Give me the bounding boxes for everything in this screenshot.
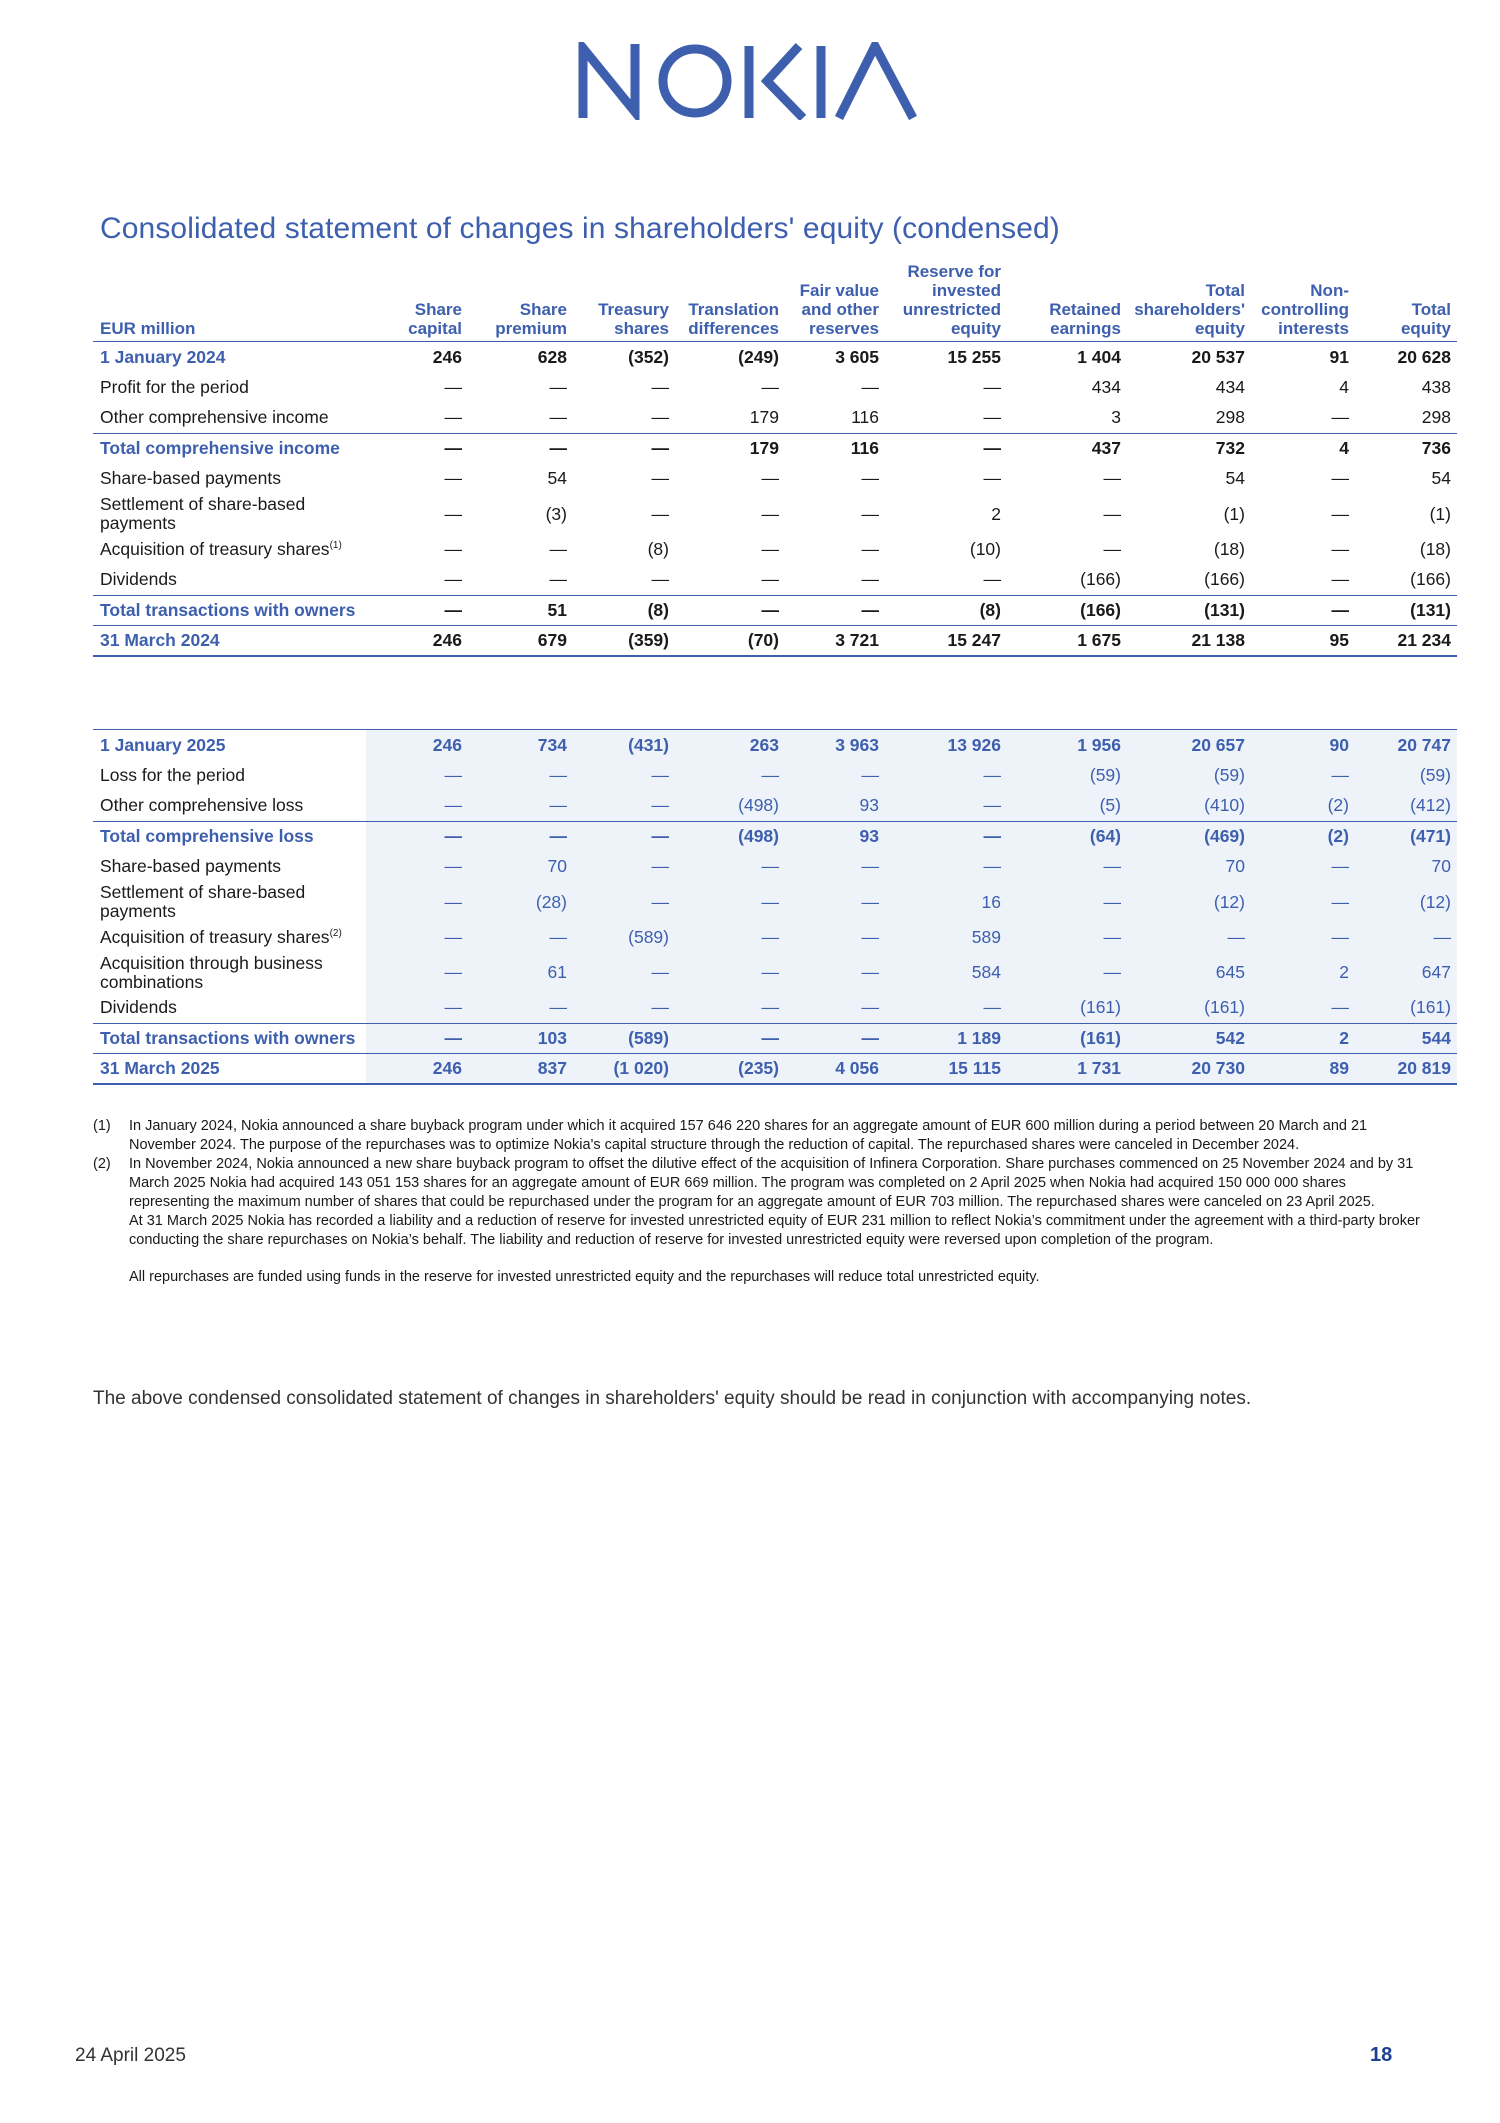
table-row <box>93 595 1457 626</box>
table-row <box>93 821 1457 852</box>
table-cell: — <box>444 503 462 524</box>
table-cell: (471) <box>1355 821 1457 852</box>
row-label: Settlement of share-based payments <box>100 494 306 533</box>
table-cell: (131) <box>1127 595 1251 626</box>
header-total-equity: Total equity <box>1400 300 1451 338</box>
table-row <box>93 882 1457 922</box>
table-cell: 4 056 <box>785 1054 885 1085</box>
table-cell: — <box>468 433 573 464</box>
table-cell: — <box>366 821 468 852</box>
table-cell: 90 <box>1251 730 1355 761</box>
table-cell: 103 <box>468 1023 573 1054</box>
row-label: Total transactions with owners <box>93 595 366 626</box>
table-cell: — <box>1251 993 1355 1024</box>
header-reserve-invested: Reserve for invested unrestricted equity <box>902 262 1001 338</box>
table-cell: — <box>366 433 468 464</box>
table-cell: 51 <box>468 595 573 626</box>
table-cell: — <box>1331 468 1349 489</box>
table-cell: 679 <box>468 626 573 657</box>
row-label: Acquisition of treasury shares$^{(2)}$ <box>100 926 342 947</box>
table-cell: — <box>761 376 779 397</box>
table-cell: (2) <box>1251 791 1355 822</box>
table-cell: 116 <box>851 407 879 427</box>
table-cell: — <box>785 882 885 922</box>
row-label: Other comprehensive income <box>100 407 329 427</box>
table-cell: (2) <box>1251 821 1355 852</box>
footnote-reference: (2) <box>329 927 342 939</box>
closing-statement: The above condensed consolidated statement of changes in shareholders' equity should be read in conjunction with accompanying notes. <box>93 1388 1252 1409</box>
header-eur-million: EUR million <box>100 319 196 338</box>
table-cell: 837 <box>468 1054 573 1085</box>
table-cell: — <box>885 993 1007 1024</box>
table-cell: 95 <box>1251 626 1355 657</box>
table-cell: 20 657 <box>1127 730 1251 761</box>
table-cell: 20 537 <box>1127 342 1251 373</box>
table-cell: (166) <box>1204 569 1245 589</box>
table-cell: — <box>1331 503 1349 524</box>
table-cell: 20 730 <box>1127 1054 1251 1085</box>
table-cell: (28) <box>468 882 573 922</box>
table-cell: — <box>549 407 567 427</box>
table-cell: (161) <box>1127 993 1251 1024</box>
table-cell: — <box>983 376 1001 397</box>
table-cell: — <box>1251 595 1355 626</box>
table-cell: — <box>651 376 669 397</box>
table-cell: 54 <box>1431 468 1451 489</box>
table-cell: — <box>366 953 468 993</box>
table-row <box>93 1023 1457 1054</box>
table-cell: — <box>675 1023 785 1054</box>
table-cell: — <box>983 407 1001 427</box>
table-cell: — <box>885 791 1007 822</box>
table-cell: 3 605 <box>785 342 885 373</box>
table-cell: 2 <box>1251 1023 1355 1054</box>
table-cell: — <box>983 468 1001 489</box>
table-row <box>93 565 1457 596</box>
table-cell: — <box>468 791 573 822</box>
table-cell: (249) <box>675 342 785 373</box>
table-cell: — <box>675 953 785 993</box>
table-row <box>93 852 1457 883</box>
table-cell: (161) <box>1355 993 1457 1024</box>
header-translation-differences: Translation differences <box>688 300 779 338</box>
table-cell: 437 <box>1007 433 1127 464</box>
table-cell: 15 115 <box>885 1054 1007 1085</box>
table-cell: (5) <box>1007 791 1127 822</box>
table-cell: (166) <box>1410 569 1451 589</box>
table-cell: (131) <box>1355 595 1457 626</box>
table-cell: 298 <box>1421 407 1451 427</box>
table-cell: 1 404 <box>1007 342 1127 373</box>
table-cell: 179 <box>675 433 785 464</box>
table-row <box>93 953 1457 993</box>
row-label: Dividends <box>100 997 177 1017</box>
header-total-shareholders-equity: Total shareholders' equity <box>1134 281 1245 338</box>
footnote-marker: (2) <box>93 1156 111 1172</box>
table-cell: — <box>861 538 879 559</box>
table-cell: — <box>573 882 675 922</box>
table-cell: (469) <box>1127 821 1251 852</box>
table-cell: (12) <box>1355 882 1457 922</box>
table-cell: — <box>366 760 468 791</box>
row-label: Share-based payments <box>100 856 281 877</box>
table-cell: 3 963 <box>785 730 885 761</box>
table-cell: (70) <box>675 626 785 657</box>
table-row <box>93 534 1457 565</box>
table-cell: — <box>468 993 573 1024</box>
footnote-text: In November 2024, Nokia announced a new share buyback program to offset the dilutive effect of the acquisition of Infinera Corporation. Share purchases commenced on 25 November 2024 and by 31 March 2025 Nokia had acquired 143 051 153 shares for an aggregate amount of EUR 669 million. The program was completed on 2 April 2025 when Nokia had acquired 150 000 000 shares representing the maximum number of shares that could be repurchased under the program for an aggregate amount of EUR 703 million. The repurchased shares were canceled on 23 April 2025. <box>129 1156 1414 1210</box>
table-cell: — <box>573 760 675 791</box>
table-cell: — <box>861 503 879 524</box>
header-non-controlling: Non-controlling interests <box>1261 281 1349 338</box>
footnote-marker: (1) <box>93 1118 111 1134</box>
header-share-capital: Share capital <box>408 300 462 338</box>
table-cell: — <box>1103 538 1121 559</box>
table-cell: — <box>761 468 779 489</box>
table-cell: 263 <box>675 730 785 761</box>
table-cell: (359) <box>573 626 675 657</box>
table-cell: — <box>1251 922 1355 953</box>
table-row <box>93 1054 1457 1085</box>
page-title: Consolidated statement of changes in shareholders' equity (condensed) <box>100 212 1060 245</box>
table-cell: — <box>549 376 567 397</box>
table-cell: — <box>785 1023 885 1054</box>
table-cell: (18) <box>1419 538 1451 559</box>
table-cell: 4 <box>1339 376 1349 397</box>
header-share-premium: Share premium <box>495 300 567 338</box>
table-cell: — <box>785 760 885 791</box>
table-cell: (1) <box>1429 503 1451 524</box>
row-label: Other comprehensive loss <box>100 795 304 815</box>
table-cell: 15 255 <box>885 342 1007 373</box>
table-cell: 246 <box>366 342 468 373</box>
table-cell: — <box>785 993 885 1024</box>
table-cell: — <box>1251 882 1355 922</box>
table-cell: — <box>861 569 879 589</box>
table-cell: — <box>675 852 785 883</box>
table-row <box>93 922 1457 953</box>
table-row <box>93 626 1457 657</box>
table-cell: (59) <box>1355 760 1457 791</box>
table-cell: 246 <box>366 730 468 761</box>
table-cell: — <box>861 468 879 489</box>
table-cell: — <box>366 791 468 822</box>
table-cell: 1 675 <box>1007 626 1127 657</box>
table-row <box>93 494 1457 534</box>
table-cell: — <box>885 760 1007 791</box>
table-cell: (352) <box>573 342 675 373</box>
table-cell: — <box>885 821 1007 852</box>
table-cell: — <box>675 595 785 626</box>
table-row <box>93 403 1457 434</box>
table-cell: — <box>675 993 785 1024</box>
table-cell: 91 <box>1251 342 1355 373</box>
table-cell: — <box>785 922 885 953</box>
row-label: Share-based payments <box>100 468 281 489</box>
footnote-text: All repurchases are funded using funds in the reserve for invested unrestricted equity and the repurchases will reduce total unrestricted equity. <box>129 1269 1040 1285</box>
table-cell: 70 <box>1355 852 1457 883</box>
table-row <box>93 372 1457 403</box>
row-label: 1 January 2025 <box>93 730 366 761</box>
row-label: Acquisition of treasury shares$^{(1)}$ <box>100 538 342 559</box>
table-row <box>93 791 1457 822</box>
table-cell: — <box>573 953 675 993</box>
table-cell: — <box>1127 922 1251 953</box>
table-cell: — <box>675 882 785 922</box>
header-treasury-shares: Treasury shares <box>598 300 669 338</box>
table-cell: 70 <box>1127 852 1251 883</box>
row-label: Total transactions with owners <box>93 1023 366 1054</box>
table-cell: — <box>573 852 675 883</box>
table-cell: — <box>366 595 468 626</box>
table-cell: 4 <box>1251 433 1355 464</box>
table-cell: — <box>761 503 779 524</box>
table-cell: — <box>549 538 567 559</box>
footer-date: 24 April 2025 <box>75 2045 186 2066</box>
table-cell: — <box>1355 922 1457 953</box>
table-cell: (589) <box>573 1023 675 1054</box>
table-cell: 89 <box>1251 1054 1355 1085</box>
row-label: Settlement of share-based payments <box>100 882 306 921</box>
table-cell: (498) <box>675 821 785 852</box>
table-cell: 20 819 <box>1355 1054 1457 1085</box>
table-cell: (166) <box>1080 569 1121 589</box>
table-cell: 16 <box>885 882 1007 922</box>
table-cell: — <box>861 376 879 397</box>
table-cell: (12) <box>1127 882 1251 922</box>
table-cell: — <box>444 538 462 559</box>
table-cell: 116 <box>785 433 885 464</box>
table-cell: — <box>366 852 468 883</box>
table-cell: (18) <box>1213 538 1245 559</box>
table-cell: 15 247 <box>885 626 1007 657</box>
table-cell: (8) <box>885 595 1007 626</box>
table-cell: — <box>761 538 779 559</box>
table-cell: — <box>651 503 669 524</box>
table-cell: 3 721 <box>785 626 885 657</box>
row-label: 31 March 2025 <box>93 1054 366 1085</box>
table-cell: — <box>1007 922 1127 953</box>
table-cell: — <box>1103 503 1121 524</box>
table-cell: (498) <box>675 791 785 822</box>
table-cell: — <box>366 882 468 922</box>
equity-table-2024 <box>93 262 1457 657</box>
table-row <box>93 464 1457 495</box>
table-cell: — <box>885 433 1007 464</box>
table-cell: (410) <box>1127 791 1251 822</box>
table-cell: 3 <box>1111 407 1121 427</box>
table-cell: 61 <box>468 953 573 993</box>
table-cell: (235) <box>675 1054 785 1085</box>
table-cell: 438 <box>1421 376 1451 397</box>
table-row <box>93 433 1457 464</box>
table-cell: — <box>444 376 462 397</box>
row-label: Profit for the period <box>100 376 249 397</box>
table-cell: (166) <box>1007 595 1127 626</box>
table-cell: (8) <box>573 595 675 626</box>
table-cell: — <box>468 760 573 791</box>
equity-table-2025 <box>93 729 1457 1085</box>
table-cell: — <box>1331 407 1349 427</box>
row-label: Total comprehensive income <box>93 433 366 464</box>
footnotes <box>93 1117 1423 1287</box>
table-header-row <box>93 262 1457 342</box>
table-cell: (8) <box>647 538 669 559</box>
table-cell: — <box>761 569 779 589</box>
table-cell: 20 628 <box>1355 342 1457 373</box>
footnote-text: At 31 March 2025 Nokia has recorded a liability and a reduction of reserve for invested unrestricted equity of EUR 231 million to reflect Nokia’s commitment under the agreement with a third-party broker conducting the share repurchases on Nokia’s behalf. The liability and reduction of reserve for invested unrestricted equity were reversed upon completion of the program. <box>129 1213 1420 1248</box>
table-cell: 434 <box>1215 376 1245 397</box>
table-cell: — <box>1007 882 1127 922</box>
table-cell: — <box>1007 953 1127 993</box>
table-cell: 589 <box>885 922 1007 953</box>
table-cell: 179 <box>749 407 779 427</box>
table-cell: 645 <box>1127 953 1251 993</box>
table-cell: 70 <box>468 852 573 883</box>
table-row <box>93 760 1457 791</box>
table-cell: 246 <box>366 1054 468 1085</box>
table-cell: 54 <box>1225 468 1245 489</box>
footnote-reference: (1) <box>329 539 342 551</box>
table-cell: — <box>468 922 573 953</box>
table-cell: 13 926 <box>885 730 1007 761</box>
table-cell: — <box>1331 569 1349 589</box>
table-cell: — <box>1251 760 1355 791</box>
table-row <box>93 342 1457 373</box>
table-cell: 1 731 <box>1007 1054 1127 1085</box>
nokia-logo <box>0 42 1500 125</box>
table-cell: 93 <box>785 791 885 822</box>
row-label: Dividends <box>100 569 177 589</box>
row-label: 1 January 2024 <box>93 342 366 373</box>
table-cell: 93 <box>785 821 885 852</box>
table-cell: — <box>785 953 885 993</box>
row-label: Acquisition through business combinations <box>100 952 323 992</box>
footnote-text: In January 2024, Nokia announced a share buyback program under which it acquired 157 646 220 shares for an aggregate amount of EUR 600 million during a period between 20 March and 21 November 2024. The purpose of the repurchases was to optimize Nokia's capital structure through the reduction of capital. The repurchased shares were canceled in December 2024. <box>129 1118 1368 1153</box>
table-cell: 54 <box>547 468 567 489</box>
table-cell: — <box>573 433 675 464</box>
table-cell: 298 <box>1215 407 1245 427</box>
table-cell: 584 <box>885 953 1007 993</box>
table-cell: — <box>444 468 462 489</box>
table-cell: — <box>366 1023 468 1054</box>
table-cell: — <box>573 791 675 822</box>
table-cell: (161) <box>1007 993 1127 1024</box>
table-cell: 732 <box>1127 433 1251 464</box>
table-cell: 1 189 <box>885 1023 1007 1054</box>
table-cell: — <box>885 852 1007 883</box>
table-cell: 434 <box>1091 376 1121 397</box>
table-cell: — <box>675 760 785 791</box>
table-cell: (59) <box>1127 760 1251 791</box>
footnote-2 <box>93 1155 1423 1287</box>
footnote-1 <box>93 1117 1423 1155</box>
table-cell: 2 <box>1251 953 1355 993</box>
page-number: 18 <box>1370 2044 1393 2066</box>
table-cell: — <box>468 821 573 852</box>
table-cell: — <box>573 993 675 1024</box>
table-cell: — <box>983 569 1001 589</box>
table-cell: (64) <box>1007 821 1127 852</box>
table-cell: 542 <box>1127 1023 1251 1054</box>
table-cell: (161) <box>1007 1023 1127 1054</box>
table-cell: 628 <box>468 342 573 373</box>
table-cell: (1 020) <box>573 1054 675 1085</box>
table-cell: — <box>1251 852 1355 883</box>
table-cell: (431) <box>573 730 675 761</box>
table-cell: 1 956 <box>1007 730 1127 761</box>
table-cell: — <box>573 821 675 852</box>
table-cell: — <box>651 569 669 589</box>
table-cell: (412) <box>1355 791 1457 822</box>
nokia-logo-icon <box>577 42 923 120</box>
header-retained-earnings: Retained earnings <box>1049 300 1121 338</box>
table-cell: 736 <box>1355 433 1457 464</box>
table-cell: — <box>549 569 567 589</box>
table-cell: — <box>1331 538 1349 559</box>
table-cell: — <box>444 407 462 427</box>
table-cell: — <box>1007 852 1127 883</box>
table-cell: 21 234 <box>1355 626 1457 657</box>
table-cell: — <box>785 852 885 883</box>
table-cell: (10) <box>969 538 1001 559</box>
table-cell: — <box>444 569 462 589</box>
table-cell: 20 747 <box>1355 730 1457 761</box>
table-cell: — <box>785 595 885 626</box>
row-label: Total comprehensive loss <box>93 821 366 852</box>
table-cell: 734 <box>468 730 573 761</box>
table-cell: — <box>651 468 669 489</box>
table-row <box>93 730 1457 761</box>
table-cell: — <box>366 922 468 953</box>
table-cell: (589) <box>573 922 675 953</box>
row-label: Loss for the period <box>100 764 245 785</box>
table-row <box>93 993 1457 1024</box>
table-cell: (59) <box>1007 760 1127 791</box>
table-cell: (1) <box>1223 503 1245 524</box>
table-cell: — <box>366 993 468 1024</box>
table-cell: 544 <box>1355 1023 1457 1054</box>
table-cell: 21 138 <box>1127 626 1251 657</box>
table-cell: — <box>675 922 785 953</box>
header-fair-value-reserves: Fair value and other reserves <box>799 281 879 338</box>
table-cell: 2 <box>991 503 1001 524</box>
table-cell: — <box>1103 468 1121 489</box>
table-cell: 246 <box>366 626 468 657</box>
table-cell: — <box>651 407 669 427</box>
row-label: 31 March 2024 <box>93 626 366 657</box>
table-cell: (3) <box>545 503 567 524</box>
table-cell: 647 <box>1355 953 1457 993</box>
